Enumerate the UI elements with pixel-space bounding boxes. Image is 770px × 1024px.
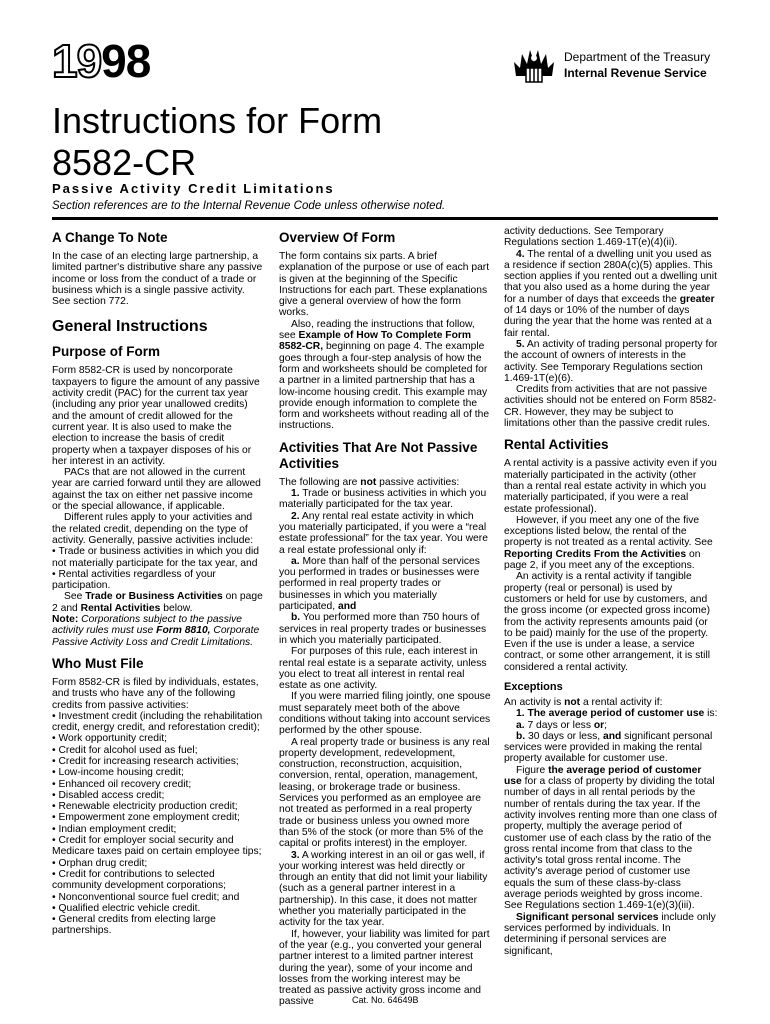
text: Corporations subject to the passive activity rules must use: [52, 614, 243, 637]
emphasis: and: [337, 601, 357, 613]
change-text: In the case of an electing large partnership, a limited partner's distributive share any passive income or loss from the conduct of a trade or business which is a single passive activity. See section 772.: [52, 251, 263, 308]
text: However, if you meet any one of the five exceptions listed below, the rental of the property is not treated as a rental activity. See: [504, 514, 713, 549]
overview-heading: Overview Of Form: [279, 230, 396, 245]
list-item: • Trade or business activities in which you did not materially participate for the tax year, and: [52, 546, 264, 569]
year-outline: 19: [52, 35, 102, 87]
not-passive-intro: [279, 477, 491, 488]
continued-paragraph: activity deductions. See Temporary Regulations section 1.469-1T(e)(4)(ii).: [504, 226, 678, 249]
text: include only services performed by individuals. In determining if personal services are significant,: [504, 911, 716, 957]
item-letter: a.: [291, 555, 300, 567]
text: 7 days or less: [524, 719, 594, 731]
item-number: 1.: [516, 708, 525, 720]
personal-services-paragraph: [504, 912, 718, 957]
exceptions-intro: [504, 697, 718, 708]
emphasis: the average period of customer use: [504, 764, 702, 788]
list-item: • Credit for employer social security and Medicare taxes paid on certain employee tips;: [52, 835, 264, 858]
text: ;: [604, 719, 608, 731]
list-item: • Qualified electric vehicle credit.: [52, 903, 264, 914]
example-paragraph: [279, 319, 491, 432]
list-item: • Renewable electricity production credit;: [52, 801, 264, 812]
exception-item-1b: [504, 731, 718, 765]
catalog-number: Cat. No. 64649B: [352, 995, 419, 1005]
header-rule: [52, 217, 718, 220]
item-letter: a.: [516, 719, 525, 731]
text: below.: [160, 602, 193, 614]
who-must-file-heading: Who Must File: [52, 655, 144, 671]
list-item: • Disabled access credit;: [52, 790, 264, 801]
page-title: [52, 100, 382, 184]
emphasis: or: [593, 719, 605, 731]
title-line-2: 8582-CR: [52, 142, 197, 183]
emphasis: The average period of customer use: [524, 708, 705, 720]
department-name: Department of the Treasury: [564, 50, 711, 64]
rental-activities-heading: Rental Activities: [504, 437, 609, 453]
rental-paragraph-1: A rental activity is a passive activity even if you materially participated in the activity (other than a rental real estate activity in which you materially participated, if you were a real estate professional).: [504, 458, 717, 515]
section-note: Section references are to the Internal Revenue Code unless otherwise noted.: [52, 200, 446, 212]
list-item: • Empowerment zone employment credit;: [52, 812, 264, 823]
text: on page 2 and: [52, 591, 263, 614]
purpose-paragraph: Form 8582-CR is used by noncorporate taxpayers to figure the amount of any passive activity credit (PAC) for the current tax year (including any prior year unallowed credits) and the amount of credit allowed for the current year. It is also used to make the election to increase the basis of credit property when a taxpayer disposes of his or her interest in an activity.: [52, 365, 260, 467]
text: Also, reading the instructions that follow, see: [279, 318, 475, 342]
not-passive-item-2: [279, 511, 491, 556]
item-number: 4.: [516, 248, 525, 260]
emphasis: not: [564, 696, 581, 708]
change-heading: A Change To Note: [52, 230, 168, 245]
carryforward-paragraph: PACs that are not allowed in the current year are carried forward until they are allowed against the tax on either net passive income or the special allowance, if applicable.: [52, 467, 261, 513]
list-item: • Rental activities regardless of your participation.: [52, 569, 264, 592]
not-passive-item-2a: [279, 556, 491, 612]
overview-paragraph: The form contains six parts. A brief explanation of the purpose or use of each part is given at the beginning of the Specific Instructions for each part. These explanations give a general overview of how the form works.: [279, 251, 490, 319]
not-passive-item-4: [504, 249, 718, 339]
rules-paragraph: Different rules apply to your activities and the related credit, depending on the type of activity. Generally, passive activities include:: [52, 512, 254, 546]
list-item: • Enhanced oil recovery credit;: [52, 779, 264, 790]
column-3: [504, 226, 718, 957]
passive-activity-list: [52, 546, 264, 591]
list-item: • Credit for increasing research activities;: [52, 756, 264, 767]
emphasis: not: [360, 476, 377, 488]
not-passive-heading: Activities That Are Not Passive Activities: [279, 439, 478, 471]
list-item: • Work opportunity credit;: [52, 733, 264, 744]
list-item: • Indian employment credit;: [52, 824, 264, 835]
text: on page 2, if you meet any of the exceptions.: [504, 548, 701, 572]
agency-name: Internal Revenue Service: [564, 66, 707, 80]
item-number: 1.: [291, 488, 300, 500]
text: beginning on page 4. The example goes through a four-step analysis of how the form and worksheets should be completed for a partner in a limited partnership that has a low-income housing credit. This example may provide enough information to complete the form and worksheets without reading all of the instructions.: [279, 341, 490, 432]
not-passive-item-5: [504, 339, 718, 384]
joint-filing-paragraph: If you were married filing jointly, one spouse must separately meet both of the above conditions without taking into account services performed by the other spouse.: [279, 691, 491, 737]
separate-activity-paragraph: For purposes of this rule, each interest in rental real estate is a separate activity, unless you elect to treat all interest in rental real estate as one activity.: [279, 646, 487, 692]
list-item: • Investment credit (including the rehabilitation credit, energy credit, and reforestation credit);: [52, 711, 264, 734]
column-2: [279, 226, 491, 1008]
not-passive-item-1: [279, 488, 491, 511]
text: See: [64, 591, 86, 603]
not-passive-item-3: [279, 850, 491, 929]
text: 30 days or less,: [525, 730, 603, 742]
purpose-heading: Purpose of Form: [52, 344, 161, 360]
exception-item-1: [504, 708, 718, 719]
list-item: • General credits from electing large partnerships.: [52, 914, 264, 937]
text: More than half of the personal services you performed in trades or businesses were performed in real property trades or businesses in which you materially participated,: [279, 555, 480, 613]
list-item: • Credit for alcohol used as fuel;: [52, 745, 264, 756]
reporting-credits-reference: Reporting Credits From the Activities: [504, 548, 687, 560]
text: Figure: [516, 764, 549, 776]
emphasis: and: [603, 730, 622, 742]
item-letter: b.: [291, 612, 301, 624]
emphasis: greater: [679, 293, 715, 305]
text: A working interest in an oil or gas well, if your working interest was held directly or through an entity that did not limit your liability (such as a general partner interest in a partnership). In this case, it does not matter whether you materially participated in the activity for the tax year.: [279, 849, 488, 929]
general-instructions-heading: General Instructions: [52, 318, 208, 336]
text: a rental activity if:: [580, 696, 663, 708]
reference-trade-business: Trade or Business Activities: [85, 591, 223, 603]
column-1: [52, 226, 264, 937]
emphasis: Significant personal services: [516, 911, 659, 923]
rental-paragraph-2: [504, 515, 718, 571]
form-reference: Form 8810,: [156, 625, 211, 637]
item-number: 5.: [516, 338, 525, 350]
note-label: Note:: [52, 614, 79, 626]
text: Any rental real estate activity in which you materially participated, if you were a “real estate professional” for the tax year. You were a real estate professional only if:: [279, 510, 488, 556]
text: The rental of a dwelling unit you used as a residence if section 280A(c)(5) applies. This section applies if you rented out a dwelling unit that you also used as a home during the year for a number of days that exceeds the: [504, 248, 717, 305]
item-number: 2.: [291, 510, 300, 522]
not-passive-item-2b: [279, 612, 491, 646]
who-must-file-text: Form 8582-CR is filed by individuals, estates, and trusts who have any of the following credits from passive activities:: [52, 676, 259, 711]
exception-item-1a: [504, 720, 718, 731]
exceptions-heading: Exceptions: [504, 680, 563, 693]
text: of 14 days or 10% of the number of days during the year that the home was rented at a fair rental.: [504, 305, 712, 339]
text: Corporate Passive Activity Loss and Credit Limitations.: [52, 625, 260, 648]
item-letter: b.: [516, 730, 526, 742]
text: significant personal services were provided in making the rental property available for customer use.: [504, 730, 713, 765]
limited-liability-paragraph: If, however, your liability was limited for part of the year (e.g., you converted your general partner interest to a limited partner interest during the year), some of your income and losses from the working interest may be treated as passive activity gross income and passive: [279, 928, 490, 1008]
list-item: • Nonconventional source fuel credit; and: [52, 892, 264, 903]
item-number: 3.: [291, 849, 300, 861]
list-item: • Credit for contributions to selected community development corporations;: [52, 869, 264, 892]
example-reference: Example of How To Complete Form 8582-CR,: [279, 330, 472, 353]
credits-paragraph: Credits from activities that are not passive activities should not be entered on Form 8582-CR. However, they may be subject to limitations other than the passive credit rules.: [504, 384, 717, 430]
text: An activity is: [504, 696, 565, 708]
average-period-paragraph: [504, 765, 718, 912]
text: An activity of trading personal property for the account of owners of interests in the activity. See Temporary Regulations section 1.469-1T(e)(6).: [504, 338, 718, 384]
reference-rental: Rental Activities: [80, 602, 161, 614]
text: is:: [704, 708, 718, 720]
credit-list: [52, 711, 264, 937]
corporation-note: [52, 614, 264, 648]
text: Trade or business activities in which you materially participated for the tax year.: [279, 488, 487, 511]
see-references: [52, 591, 264, 614]
list-item: • Orphan drug credit;: [52, 858, 264, 869]
agency-block: [512, 46, 752, 90]
list-item: • Low-income housing credit;: [52, 767, 264, 778]
real-property-paragraph: A real property trade or business is any real property development, redevelopment, construction, reconstruction, acquisition, conversion, rental, operation, management, leasing, or brokerage trade or business. Services you performed as an employee are not treated as performed in a real property trade or business unless you owned more than 5% of the stock (or more than 5% of the capital or profits interest) in the employer.: [279, 736, 490, 850]
text: You performed more than 750 hours of services in real property trades or businesses in which you materially participated.: [279, 612, 487, 646]
title-line-1: Instructions for Form: [52, 100, 383, 141]
text: The following are: [279, 476, 361, 488]
text: passive activities:: [376, 476, 460, 488]
irs-eagle-logo-icon: [512, 46, 556, 86]
page-subtitle: Passive Activity Credit Limitations: [52, 181, 335, 196]
text: for a class of property by dividing the total number of days in all rental periods by the number of rentals during the tax year. If the activity involves renting more than one class of property, multiply the average period of customer use of each class by the ratio of the gross rental income from that class to the activity's total gross rental income. The activity's average period of customer use equals the sum of these class-by-class average periods weighted by gross income. See Regulations section 1.469-1(e)(3)(iii).: [504, 776, 717, 912]
year-solid: 98: [101, 35, 151, 87]
rental-paragraph-3: An activity is a rental activity if tangible property (real or personal) is used by customers or held for use by customers, and the gross income (or expected gross income) from the activity represents amounts paid (or to be paid) mainly for the use of the property. Even if the use is under a lease, a service contract, or some other arrangement, it is still considered a rental activity.: [504, 571, 711, 673]
form-year: [52, 35, 151, 87]
